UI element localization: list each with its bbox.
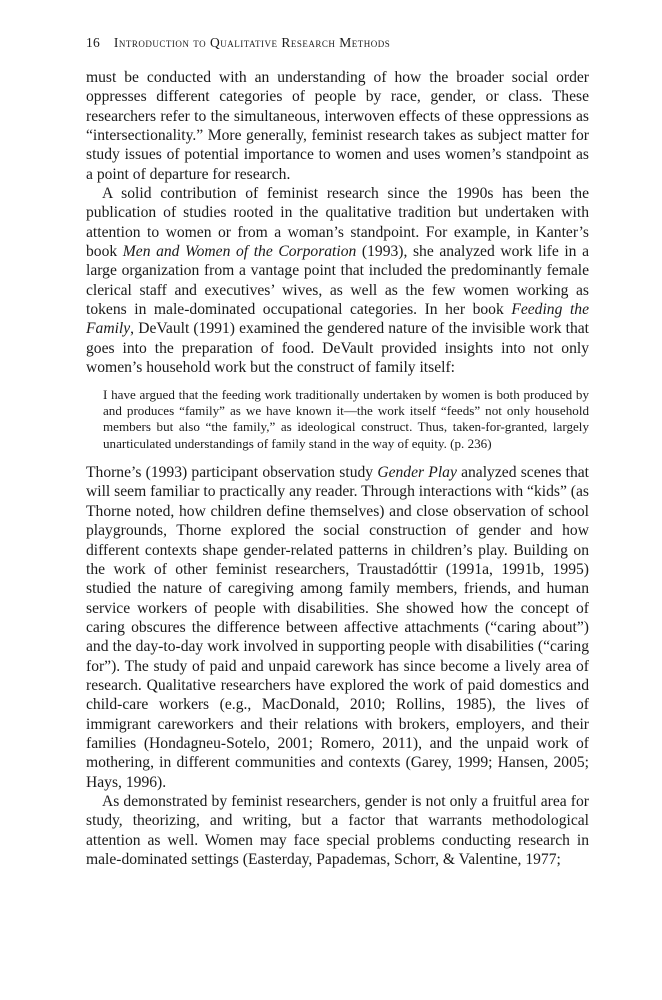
paragraph-2-text-a: A solid contribution of feminist research since the 1990s has been the publication of studies rooted in the qualitative tradition but undertaken with attention to women or from a woman’s standpoint. For example, in Kanter’s book bbox=[86, 185, 589, 261]
paragraph-2-text-b: (1993), she analyzed work life in a large organization from a vantage point that included the predominantly female clerical staff and executives’ wives, as well as the few women working as tokens in male-dominated occupational categories. In her book bbox=[86, 243, 589, 319]
paragraph-4: As demonstrated by feminist researchers, gender is not only a fruitful area for study, theorizing, and writing, but a factor that warrants methodological attention as well. Women may face special problems conducting research in male-dominated settings (Easterday, Papademas, Schorr, & Valentine, 1977; bbox=[86, 792, 589, 868]
paragraph-1: must be conducted with an understanding of how the broader social order oppresses different categories of people by race, gender, or class. These researchers refer to the simultaneous, interwoven effects of these oppressions as “intersectionality.” More generally, feminist research takes as subject matter for study issues of potential importance to women and uses women’s standpoint as a point of departure for research. bbox=[86, 69, 589, 183]
book-title-feeding-the-family: Feeding the Family bbox=[86, 301, 589, 338]
running-head-title: Introduction to Qualitative Research Methods bbox=[113, 35, 391, 50]
paragraph-2 bbox=[86, 184, 589, 377]
block-quote: I have argued that the feeding work traditionally undertaken by women is both produced by and produces “family” as we have known it—the work itself “feeds” not only household members but also “the family,” as ideological construct. Thus, taken-for-granted, largely unarticulated understandings of family stand in the way of equity. (p. 236) bbox=[103, 386, 589, 451]
body-text bbox=[86, 68, 589, 869]
book-title-corporation: Men and Women of the Corporation bbox=[122, 243, 357, 261]
paragraph-3 bbox=[86, 463, 589, 792]
running-head bbox=[86, 35, 390, 51]
paragraph-3-text-a: Thorne’s (1993) participant observation study bbox=[86, 464, 378, 482]
paragraph-3-text-b: analyzed scenes that will seem familiar to practically any reader. Through interactions with “kids” (as Thorne noted, how children define themselves) and close observation of school playgrounds, Thorne explored the social construction of gender and how different contexts shape gender-related patterns in children’s play. Building on the work of other feminist researchers, Traustadóttir (1991a, 1991b, 1995) studied the nature of caregiving among family members, friends, and human service workers of people with disabilities. She showed how the concept of caring obscures the difference between affective attachments (“caring about”) and the day-to-day work involved in supporting people with disabilities (“caring for”). The study of paid and unpaid carework has since become a lively area of research. Qualitative researchers have explored the work of paid domestics and child-care workers (e.g., MacDonald, 2010; Rollins, 1985), the lives of immigrant careworkers and their relations with brokers, employers, and their families (Hondagneu-Sotelo, 2001; Romero, 2011), and the unpaid work of mothering, in different communities and contexts (Garey, 1999; Hansen, 2005; Hays, 1996). bbox=[86, 464, 590, 791]
paragraph-2-text-c: , DeVault (1991) examined the gendered nature of the invisible work that goes into the preparation of food. DeVault provided insights into not only women’s household work but the construct of family itself: bbox=[86, 320, 589, 377]
page-number: 16 bbox=[86, 35, 100, 50]
book-title-gender-play: Gender Play bbox=[377, 464, 457, 482]
